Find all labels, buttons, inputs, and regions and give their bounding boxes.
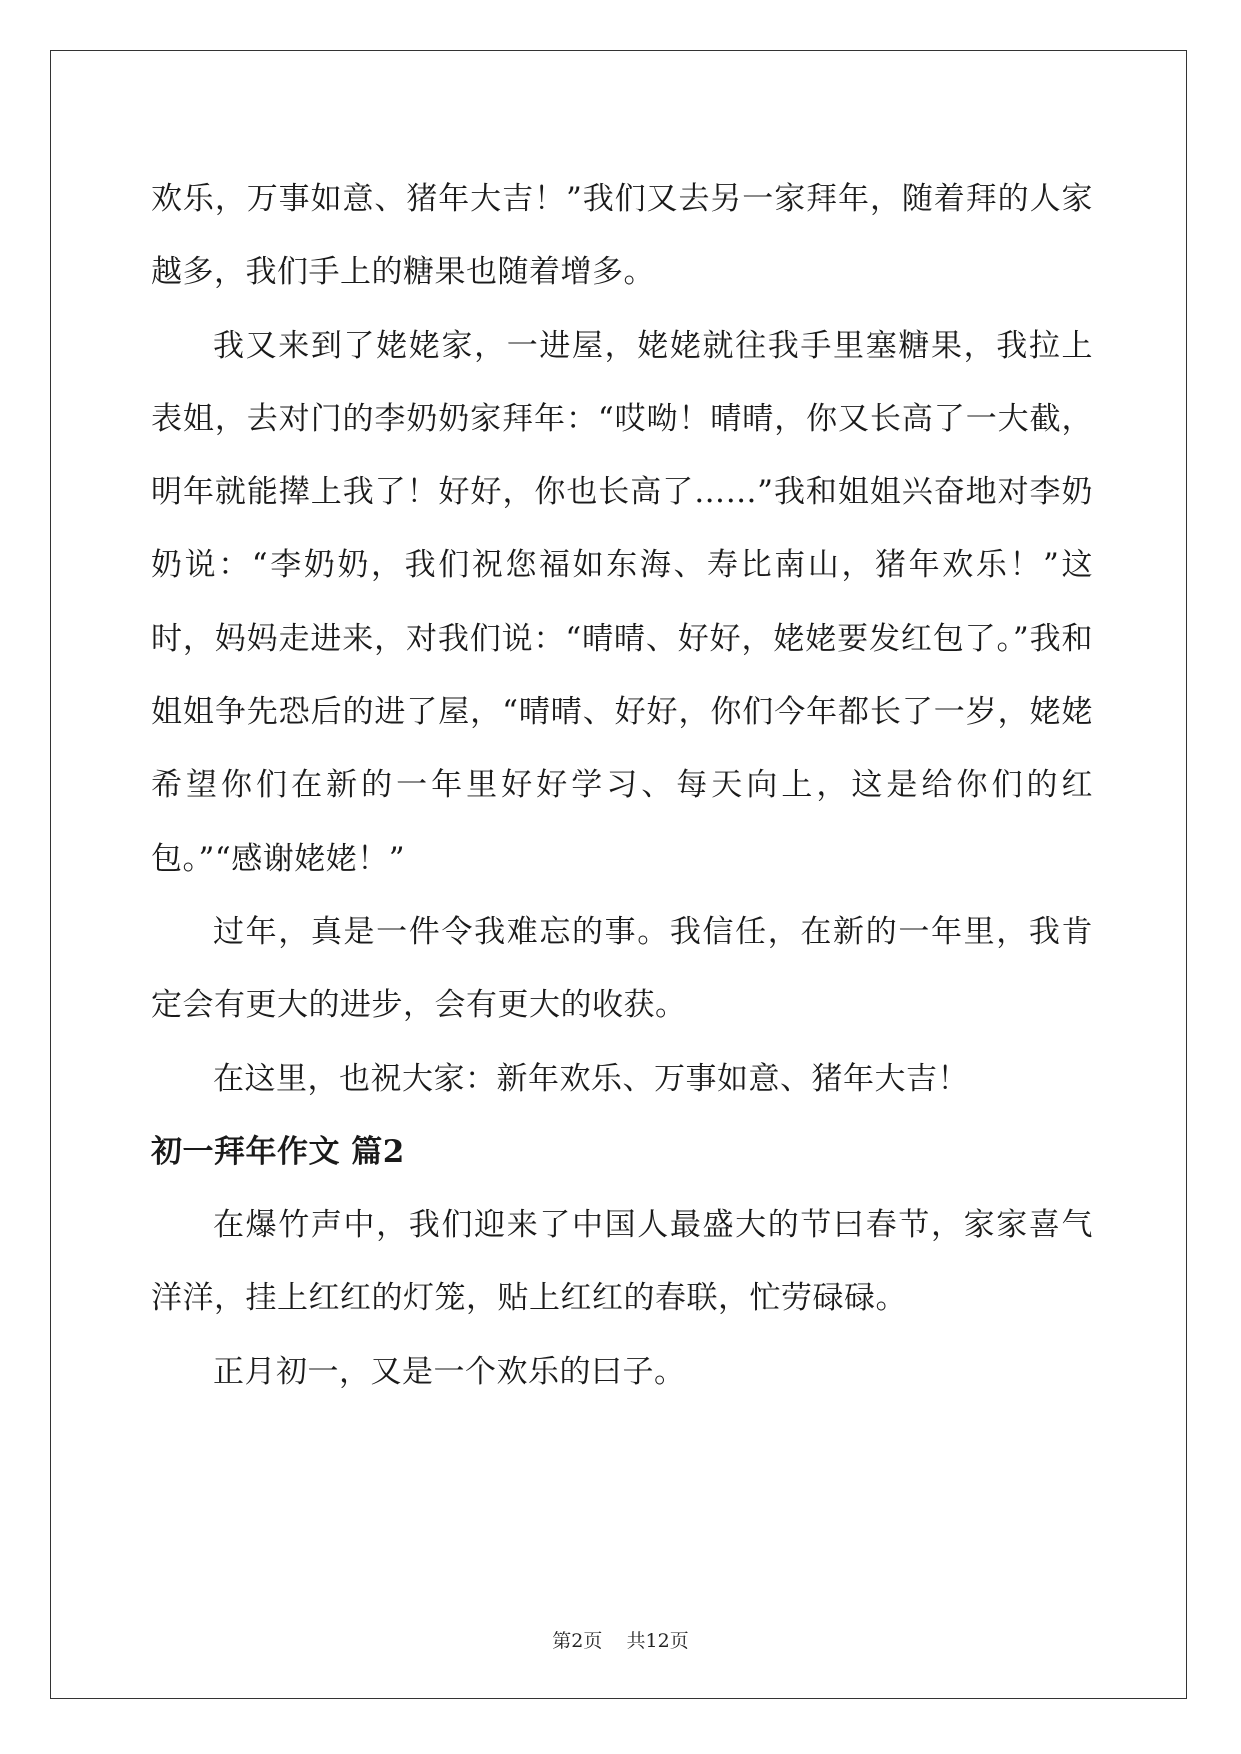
document-body [151, 163, 1093, 1409]
paragraph: 我又来到了姥姥家，一进屋，姥姥就往我手里塞糖果，我拉上表姐，去对门的李奶奶家拜年：“哎呦！晴晴，你又长高了一大截，明年就能撵上我了！好好，你也长高了……”我和姐姐兴奋地对李奶奶说：“李奶奶，我们祝您福如东海、寿比南山，猪年欢乐！”这时，妈妈走进来，对我们说：“晴晴、好好，姥姥要发红包了。”我和姐姐争先恐后的进了屋，“晴晴、好好，你们今年都长了一岁，姥姥希望你们在新的一年里好好学习、每天向上，这是给你们的红包。”“感谢姥姥！” [151, 327, 1093, 877]
paragraph: 过年，真是一件令我难忘的事。我信任，在新的一年里，我肯定会有更大的进步，会有更大的收获。 [151, 913, 1093, 1024]
page-number-current: 第2页 [552, 1630, 603, 1652]
page-number-total: 共12页 [626, 1630, 689, 1652]
footer-gap [602, 1630, 626, 1652]
page-footer [0, 1626, 1241, 1653]
paragraph: 在爆竹声中，我们迎来了中国人最盛大的节曰春节，家家喜气洋洋，挂上红红的灯笼，贴上红红的春联，忙劳碌碌。 [151, 1207, 1093, 1317]
paragraph: 正月初一，又是一个欢乐的曰子。 [213, 1353, 686, 1390]
paragraph: 在这里，也祝大家：新年欢乐、万事如意、猪年大吉！ [213, 1060, 969, 1097]
section-heading: 初一拜年作文 篇2 [151, 1133, 405, 1170]
paragraph: 欢乐，万事如意、猪年大吉！”我们又去另一家拜年，随着拜的人家越多，我们手上的糖果也随着增多。 [151, 181, 1093, 291]
